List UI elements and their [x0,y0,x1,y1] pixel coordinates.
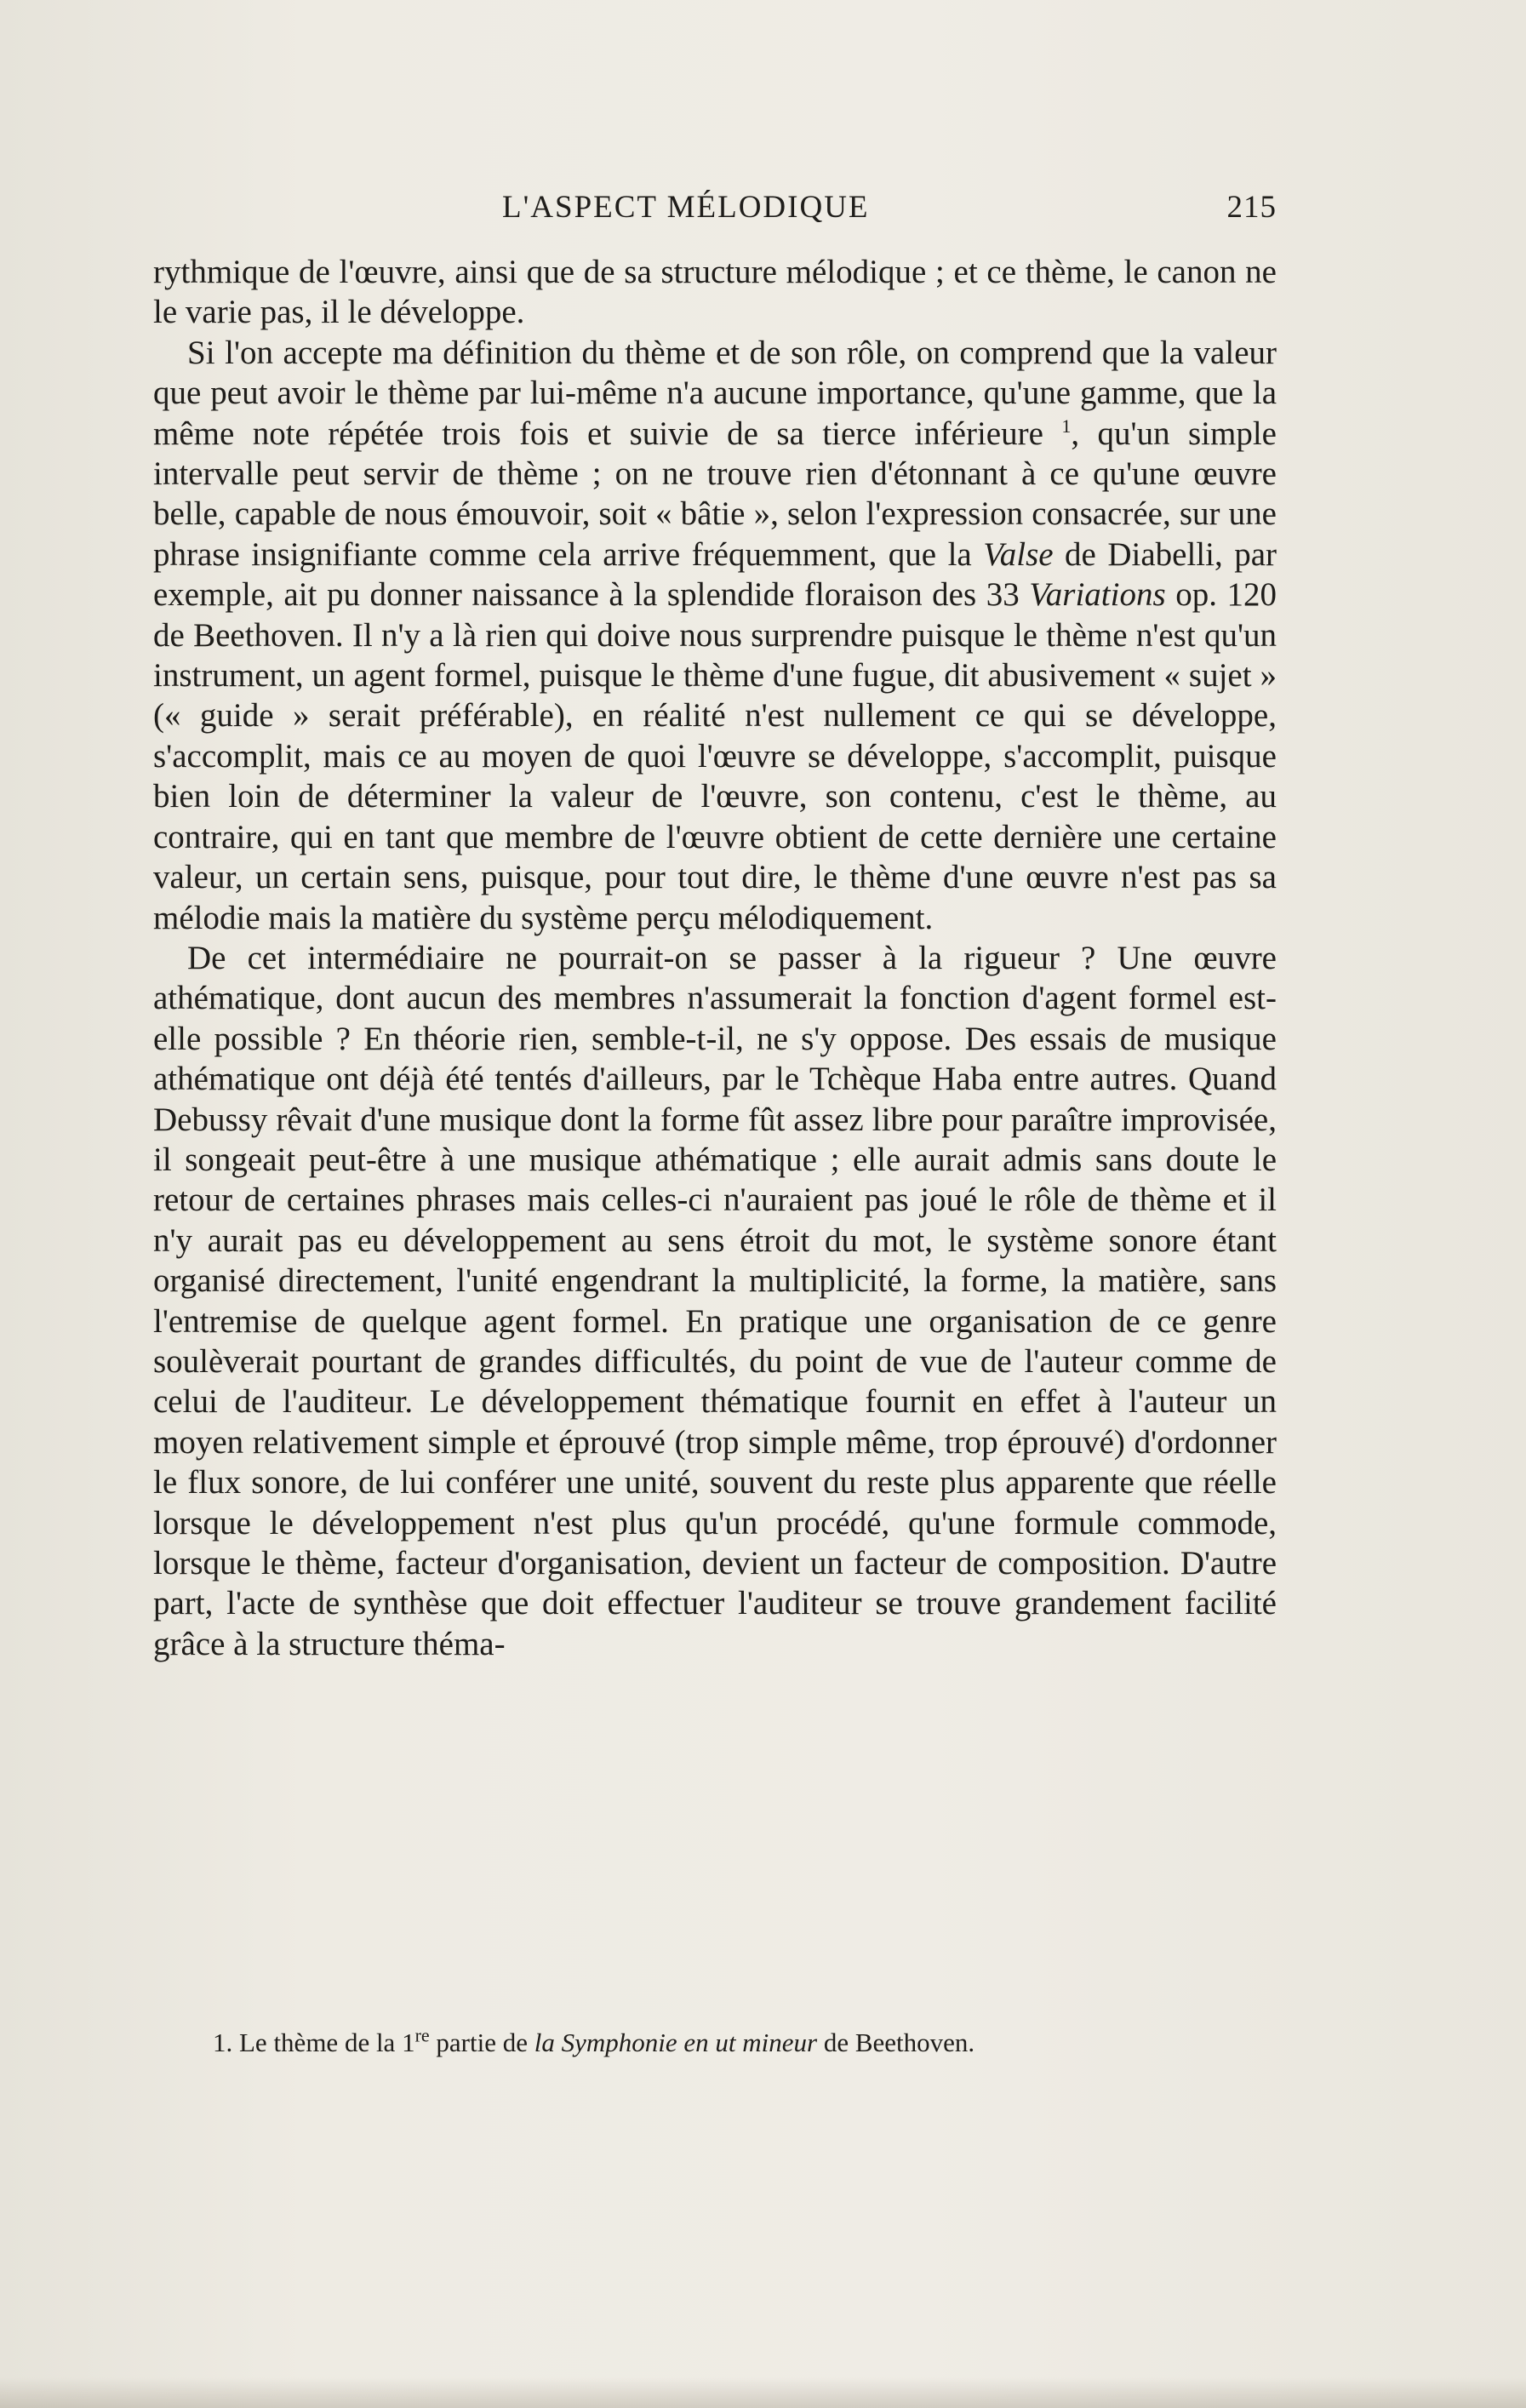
footnote-text-c: de Beethoven. [823,2028,975,2057]
paragraph-1 [153,252,1277,333]
page-number: 215 [1226,190,1277,225]
footnote-ordinal [402,2024,430,2057]
footnote-ordinal-base: 1 [402,2028,415,2057]
footnote-text-a: Le thème de la [239,2028,396,2057]
paragraph-3-text: De cet intermédiaire ne pourrait-on se passer à la rigueur ? Une œuvre athématique, dont aucun des membres n'assumerait la fonction d'agent formel est-elle possible ? En théorie rien, semble-t-il, ne s'y oppose. Des essais de musique athématique ont déjà été tentés d'ailleurs, par le Tchèque Haba entre autres. Quand Debussy rêvait d'une musique dont la forme fût assez libre pour paraître improvisée, il songeait peut-être à une musique athématique ; elle aurait admis sans doute le retour de certaines phrases mais celles-ci n'auraient pas joué le rôle de thème et il n'y aurait pas eu développement au sens étroit du mot, le système sonore étant organisé directement, l'unité engendrant la multiplicité, la forme, la matière, sans l'entremise de quelque agent formel. En pratique une organisation de ce genre soulèverait pourtant de grandes difficultés, du point de vue de l'auteur comme de celui de l'auditeur. Le développement thématique fournit en effet à l'auteur un moyen relativement simple et éprouvé (trop simple même, trop éprouvé) d'ordonner le flux sonore, de lui conférer une unité, souvent du reste plus apparente que réelle lorsque le développement n'est plus qu'un procédé, qu'une formule commode, lorsque le thème, facteur d'organisation, devient un facteur de composition. D'autre part, l'acte de synthèse que doit effectuer l'auditeur se trouve grandement facilité grâce à la structure théma- [153,939,1277,1662]
page-header [153,189,1277,232]
paragraph-2-part-a: Si l'on accepte ma définition du thème et de son rôle, on comprend que la valeur que peut avoir le thème par lui-même n'a aucune importance, qu'une gamme, que la même note répétée trois fois et suivie de sa tierce inférieure [153,334,1277,452]
paragraph-1-text: rythmique de l'œuvre, ainsi que de sa structure mélodique ; et ce thème, le canon ne le varie pas, il le développe. [153,254,1277,331]
paragraph-2-part-c: de Diabelli, par exemple, ait pu donner naissance à la splendide floraison des 33 [153,535,1277,614]
variations-title: Variations [1029,576,1166,614]
footnote-work-title: la Symphonie en ut mineur [534,2028,818,2057]
footnote-ordinal-sup: re [414,2024,430,2046]
paragraph-3 [153,938,1277,1664]
body-text [153,252,1277,1664]
footnote-number: 1. [213,2028,233,2057]
footnote [213,2026,1277,2060]
paragraph-2-part-b: , qu'un simple intervalle peut servir de thème ; on ne trouve rien d'étonnant à ce qu'une œuvre belle, capable de nous émouvoir, soit « bâtie », selon l'expression consacrée, sur une phrase insignifiante comme cela arrive fréquemment, que la [153,415,1277,573]
paragraph-2-part-d: op. 120 de Beethoven. Il n'y a là rien qui doive nous surprendre puisque le thème n'est qu'un instrument, un agent formel, puisque le thème d'une fugue, dit abusivement « sujet » (« guide » serait préférable), en réalité n'est nullement ce qui se développe, s'accomplit, mais ce au moyen de quoi l'œuvre se développe, s'accomplit, puisque bien loin de déterminer la valeur de l'œuvre, son contenu, c'est le thème, au contraire, qui en tant que membre de l'œuvre obtient de cette dernière une certaine valeur, un certain sens, puisque, pour tout dire, le thème d'une œuvre n'est pas sa mélodie mais la matière du système perçu mélodiquement. [153,576,1277,936]
page-bottom-edge [0,2377,1526,2408]
footnote-reference: 1 [1061,415,1072,437]
paragraph-2 [153,333,1277,938]
footnote-text-b: partie de [436,2028,528,2057]
running-title: L'ASPECT MÉLODIQUE [502,190,870,225]
valse-title: Valse [983,535,1054,573]
